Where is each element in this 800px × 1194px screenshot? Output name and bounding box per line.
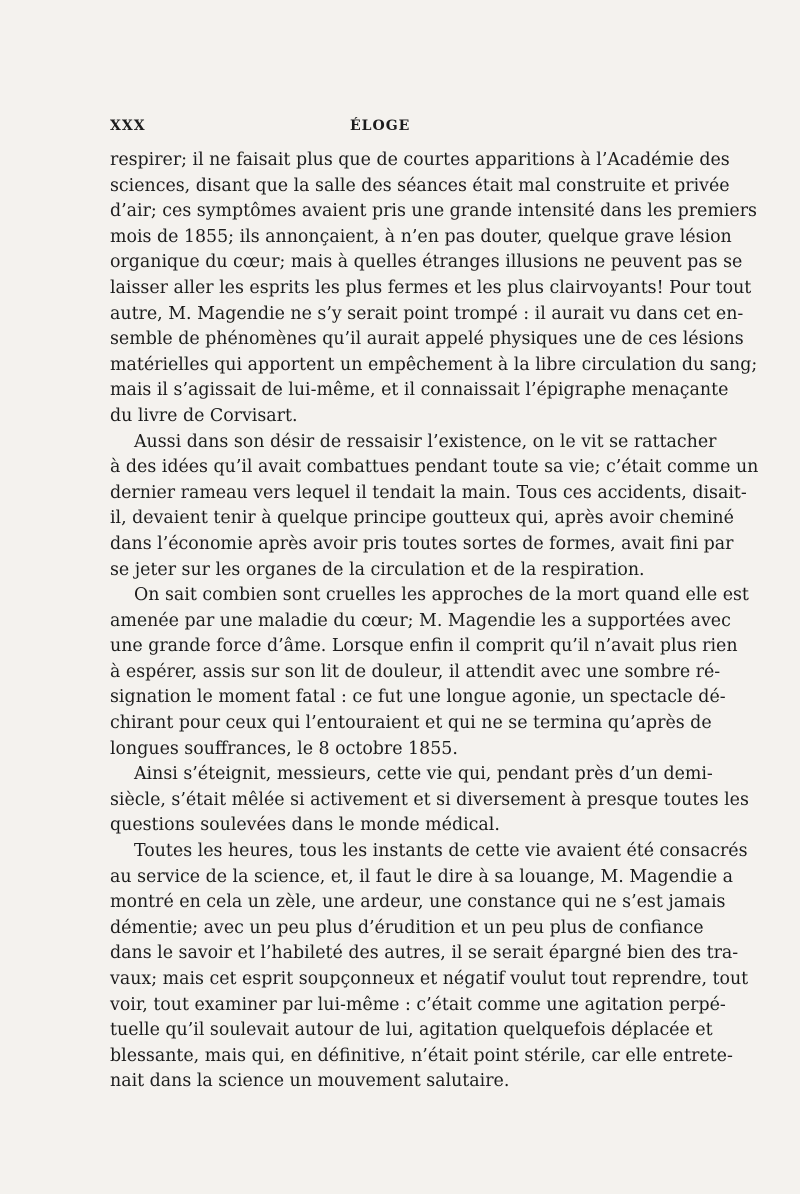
text-line: sciences, disant que la salle des séances était mal construite et privée	[110, 175, 730, 196]
text-line: questions soulevées dans le monde médical.	[110, 815, 500, 836]
text-line: démentie; avec un peu plus d’érudition et un peu plus de confiance	[110, 917, 704, 938]
text-line: Aussi dans son désir de ressaisir l’existence, on le vit se rattacher	[134, 431, 717, 452]
text-line: voir, tout examiner par lui-même : c’était comme une agitation perpé-	[110, 994, 726, 1015]
text-line: montré en cela un zèle, une ardeur, une constance qui ne s’est jamais	[110, 892, 726, 913]
page-number: XXX	[110, 118, 146, 134]
text-line: du livre de Corvisart.	[110, 405, 298, 426]
running-title: ÉLOGE	[350, 118, 411, 134]
text-line: mois de 1855; ils annonçaient, à n’en pas douter, quelque grave lésion	[110, 226, 732, 247]
text-line: dans l’économie après avoir pris toutes sortes de formes, avait fini par	[110, 533, 734, 554]
text-line: signation le moment fatal : ce fut une longue agonie, un spectacle dé-	[110, 687, 726, 708]
text-line: à des idées qu’il avait combattues pendant toute sa vie; c’était comme un	[110, 457, 759, 478]
text-line: Toutes les heures, tous les instants de cette vie avaient été consacrés	[134, 841, 748, 862]
text-line: On sait combien sont cruelles les approches de la mort quand elle est	[134, 585, 749, 606]
page-header	[110, 118, 710, 142]
text-line: chirant pour ceux qui l’entouraient et qui ne se termina qu’après de	[110, 713, 712, 734]
text-line: dans le savoir et l’habileté des autres, il se serait épargné bien des tra-	[110, 943, 739, 964]
text-line: vaux; mais cet esprit soupçonneux et négatif voulut tout reprendre, tout	[110, 969, 749, 989]
text-line: respirer; il ne faisait plus que de courtes apparitions à l’Académie des	[110, 150, 730, 170]
text-line: semble de phénomènes qu’il aurait appelé physiques une de ces lésions	[110, 329, 744, 350]
text-line: amenée par une maladie du cœur; M. Magendie les a supportées avec	[110, 610, 731, 631]
text-line: autre, M. Magendie ne s’y serait point trompé : il aurait vu dans cet en-	[110, 303, 744, 324]
text-line: longues souffrances, le 8 octobre 1855.	[110, 738, 458, 759]
text-line: une grande force d’âme. Lorsque enfin il comprit qu’il n’avait plus rien	[110, 636, 738, 657]
text-line: blessante, mais qui, en définitive, n’était point stérile, car elle entrete-	[110, 1045, 733, 1066]
text-line: laisser aller les esprits les plus fermes et les plus clairvoyants! Pour tout	[110, 277, 752, 298]
text-line: matérielles qui apportent un empêchement à la libre circulation du sang;	[110, 354, 758, 375]
body-text	[110, 148, 759, 1095]
text-line: tuelle qu’il soulevait autour de lui, agitation quelquefois déplacée et	[110, 1020, 713, 1041]
text-line: dernier rameau vers lequel il tendait la main. Tous ces accidents, disait-	[110, 482, 747, 503]
text-line: nait dans la science un mouvement salutaire.	[110, 1071, 510, 1092]
text-line: siècle, s’était mêlée si activement et si diversement à presque toutes les	[110, 789, 749, 810]
text-line: il, devaient tenir à quelque principe goutteux qui, après avoir cheminé	[110, 508, 734, 529]
text-line: à espérer, assis sur son lit de douleur, il attendit avec une sombre ré-	[110, 661, 721, 682]
text-line: organique du cœur; mais à quelles étranges illusions ne peuvent pas se	[110, 252, 743, 273]
text-line: Ainsi s’éteignit, messieurs, cette vie qui, pendant près d’un demi-	[134, 764, 713, 785]
text-line: au service de la science, et, il faut le dire à sa louange, M. Magendie a	[110, 866, 734, 887]
text-line: se jeter sur les organes de la circulation et de la respiration.	[110, 559, 645, 580]
text-line: mais il s’agissait de lui-même, et il connaissait l’épigraphe menaçante	[110, 380, 729, 401]
text-line: d’air; ces symptômes avaient pris une grande intensité dans les premiers	[110, 201, 757, 222]
